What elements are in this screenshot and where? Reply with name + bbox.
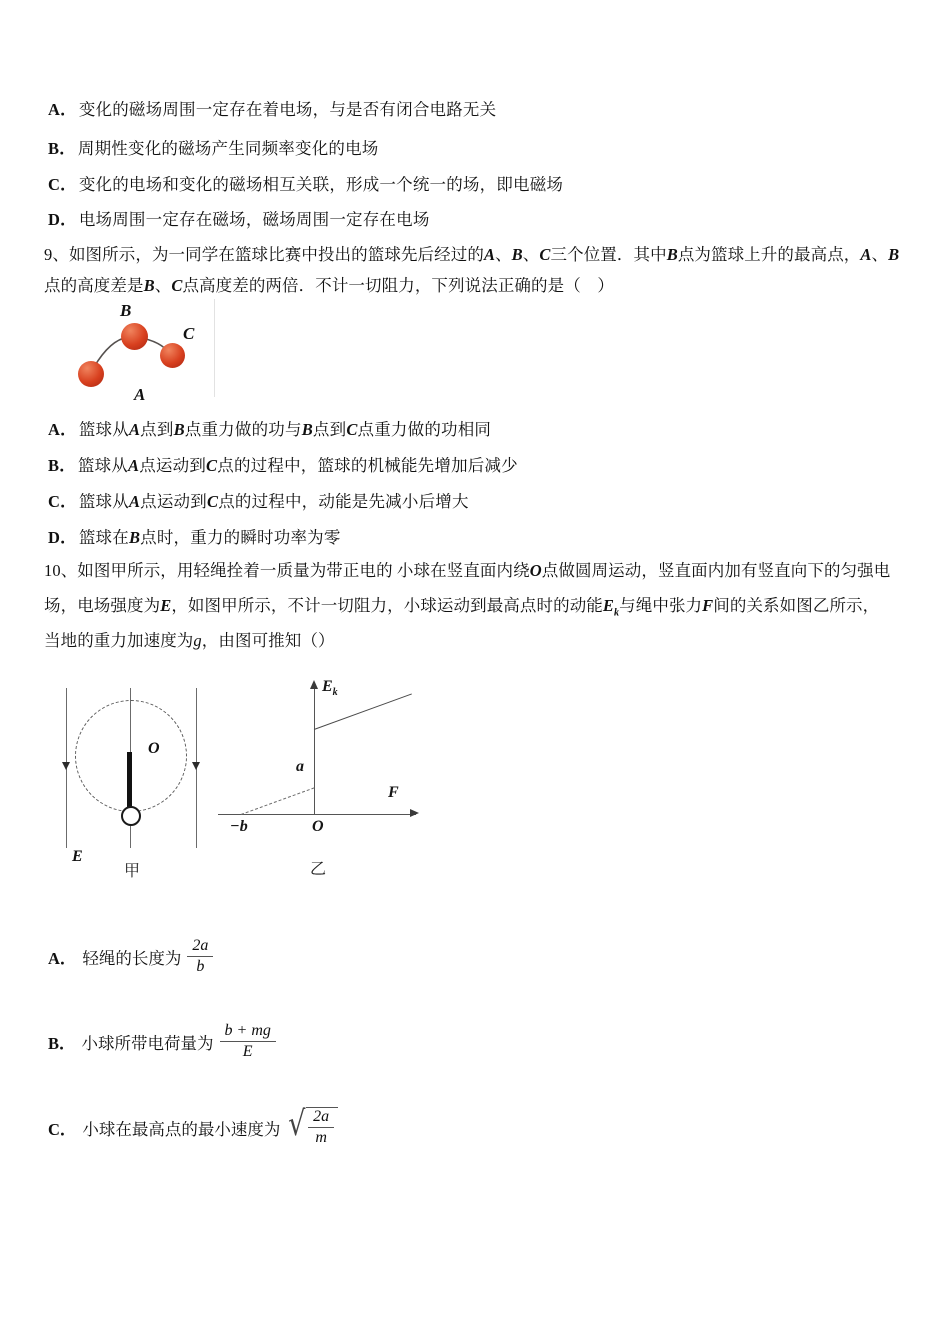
q9-option-c-label: C． (48, 492, 77, 511)
q10-option-b-label: B． (48, 1034, 76, 1054)
q8-option-b-text: 周期性变化的磁场产生同频率变化的电场 (77, 139, 379, 158)
basketball-label-c: C (183, 324, 195, 343)
q10-option-b-text: 小球所带电荷量为 (81, 1034, 214, 1054)
figure-yi-caption: 乙 (310, 861, 327, 878)
q9c-t3: 点的过程中，动能是先减小后增大 (218, 492, 469, 511)
q9a-t2: 点到 (140, 420, 174, 439)
q10-t6: 间的关系如图乙所示， (713, 596, 880, 615)
q10-t8: ，由图可推知（） (201, 631, 335, 650)
figure-jia-caption: 甲 (124, 863, 141, 880)
q8-option-c (48, 175, 924, 195)
q10-option-a-fraction (187, 937, 213, 976)
q9-sep-3: 、 (871, 245, 889, 264)
field-arrow-right-icon (192, 762, 200, 770)
q9-sep: 、 (495, 245, 512, 264)
q9a-v3: B (301, 420, 313, 439)
q9-var-b: B (511, 245, 523, 264)
q9a-v1: A (128, 420, 141, 439)
q10b-numerator: b + mg (220, 1022, 276, 1042)
q9a-t3: 点重力做的功与 (184, 420, 302, 439)
graph-y-intercept-label: a (296, 758, 304, 775)
q9-sep-2: 、 (522, 245, 540, 264)
q10-option-c-radical (286, 1104, 338, 1148)
q9b-t2: 点运动到 (139, 456, 207, 475)
q10-t3: 场，电场强度为 (44, 596, 161, 615)
q9-var-c: C (539, 245, 551, 264)
q10-var-e: E (160, 596, 172, 615)
q9-var-c-2: C (171, 276, 183, 295)
q10-t1: 10、如图甲所示，用轻绳拴着一质量为带正电的 小球在竖直面内绕 (44, 561, 530, 580)
q9-stem-text-3: 点为篮球上升的最高点， (677, 245, 861, 264)
rope-segment (127, 752, 132, 810)
q10b-denominator: E (242, 1042, 253, 1060)
q9-stem-line-2 (44, 275, 928, 296)
q10-var-f: F (702, 596, 714, 615)
basketball-b (121, 323, 148, 350)
graph-y-axis (314, 688, 315, 814)
x-axis-arrow-icon (410, 809, 419, 817)
q10-stem-line-2 (44, 595, 928, 623)
q9b-v1: A (128, 456, 140, 475)
q10-option-a-label: A． (48, 949, 77, 969)
q9-stem-line-1 (44, 244, 928, 265)
q10-var-g: g (193, 631, 202, 650)
charged-ball (121, 806, 141, 826)
basketball-label-a: A (134, 385, 146, 404)
graph-line-data (314, 693, 412, 730)
q9a-t4: 点到 (312, 420, 347, 439)
basketball-c (160, 343, 185, 368)
q9-stem-text-5: 点高度差的两倍．不计一切阻力，下列说法正确的是（ ） (182, 276, 615, 295)
q9-option-b (48, 456, 924, 476)
q9-var-b-4: B (143, 276, 155, 295)
q10-t7: 当地的重力加速度为 (44, 631, 194, 650)
q10-var-o: O (529, 561, 542, 580)
basketball-trajectory-figure (48, 299, 215, 404)
q9-sep-4: 、 (154, 276, 172, 295)
q10-var-ek: E (602, 596, 615, 615)
basketball-label-b: B (120, 301, 132, 320)
q8-option-a-label: A． (48, 100, 77, 119)
q10-option-b (48, 1023, 276, 1062)
q10-option-a (48, 938, 213, 977)
q8-option-c-label: C． (48, 175, 77, 194)
graph-x-intercept-label: −b (230, 818, 248, 835)
q9a-v2: B (173, 420, 185, 439)
q9-option-a-label: A． (48, 420, 77, 439)
q9a-t5: 点重力做的功相同 (357, 420, 492, 439)
q8-option-d (48, 210, 924, 230)
q9-option-a (48, 420, 924, 440)
q8-option-d-label: D． (48, 210, 77, 229)
q8-option-b-label: B． (48, 139, 76, 158)
q9-var-b-2: B (666, 245, 678, 264)
q9-var-a: A (483, 245, 496, 264)
q9-option-d-label: D． (48, 528, 77, 547)
q9c-v2: C (206, 492, 219, 511)
q10a-numerator: 2a (187, 937, 213, 957)
q9-stem-text-2: 三个位置．其中 (550, 245, 667, 264)
figure-jia-circular-motion (56, 672, 226, 887)
q9c-t2: 点运动到 (140, 492, 207, 511)
q10-option-c (48, 1104, 338, 1149)
q10-option-c-fraction (308, 1108, 334, 1147)
q10-option-b-fraction (220, 1022, 276, 1061)
q10-option-c-text: 小球在最高点的最小速度为 (82, 1120, 281, 1140)
q9b-t3: 点的过程中，篮球的机械能先增加后减少 (217, 456, 518, 475)
q9d-t2: 点时，重力的瞬时功率为零 (140, 528, 341, 547)
q9-stem-text-4: 点的高度差是 (44, 276, 144, 295)
graph-y-axis-label: $E_k$ (322, 678, 338, 699)
q10-t5: 与绳中张力 (619, 596, 703, 615)
q9d-v1: B (128, 528, 141, 547)
q10a-denominator: b (196, 957, 205, 975)
q9-option-d (48, 528, 924, 548)
graph-origin-label: O (312, 818, 324, 835)
q9-option-c (48, 492, 924, 512)
field-strength-label: E (72, 848, 83, 865)
q9d-t1: 篮球在 (78, 528, 129, 547)
q9a-v4: C (346, 420, 358, 439)
q9-option-b-label: B． (48, 456, 76, 475)
basketball-a (78, 361, 104, 387)
graph-x-axis-label: F (388, 784, 399, 801)
q10-stem-line-1 (44, 560, 928, 581)
q9c-t1: 篮球从 (78, 492, 129, 511)
q10-t4: ，如图甲所示，不计一切阻力，小球运动到最高点时的动能 (171, 596, 603, 615)
q9b-v2: C (206, 456, 218, 475)
center-point-label: O (148, 740, 160, 757)
q8-option-c-text: 变化的电场和变化的磁场相互关联，形成一个统一的场，即电磁场 (78, 175, 564, 194)
q9a-t1: 篮球从 (78, 420, 129, 439)
q10-t2: 点做圆周运动，竖直面内加有竖直向下的匀强电 (541, 561, 891, 580)
q10-var-ek-sub: k (614, 607, 620, 619)
graph-x-axis (218, 814, 416, 815)
q9-var-b-3: B (888, 245, 900, 264)
figure-yi-graph (210, 672, 440, 887)
graph-line-extrapolated (241, 787, 315, 815)
q9c-v1: A (128, 492, 141, 511)
q10-stem-line-3 (44, 630, 928, 651)
q8-option-a (48, 100, 924, 120)
y-axis-arrow-icon (310, 680, 318, 689)
q10c-denominator: m (315, 1128, 327, 1146)
q9b-t1: 篮球从 (77, 456, 129, 475)
field-arrow-left-icon (62, 762, 70, 770)
q8-option-b (48, 139, 924, 159)
q8-option-d-text: 电场周围一定存在磁场，磁场周围一定存在电场 (78, 210, 430, 229)
q9-var-a-2: A (860, 245, 872, 264)
q10c-numerator: 2a (308, 1108, 334, 1128)
square-root-icon: √ (288, 1104, 306, 1144)
q10-option-a-text: 轻绳的长度为 (82, 949, 182, 969)
q10-option-c-label: C． (48, 1120, 77, 1140)
q8-option-a-text: 变化的磁场周围一定存在着电场，与是否有闭合电路无关 (78, 100, 497, 119)
q9-stem-text: 9、如图所示，为一同学在篮球比赛中投出的篮球先后经过的 (44, 245, 484, 264)
